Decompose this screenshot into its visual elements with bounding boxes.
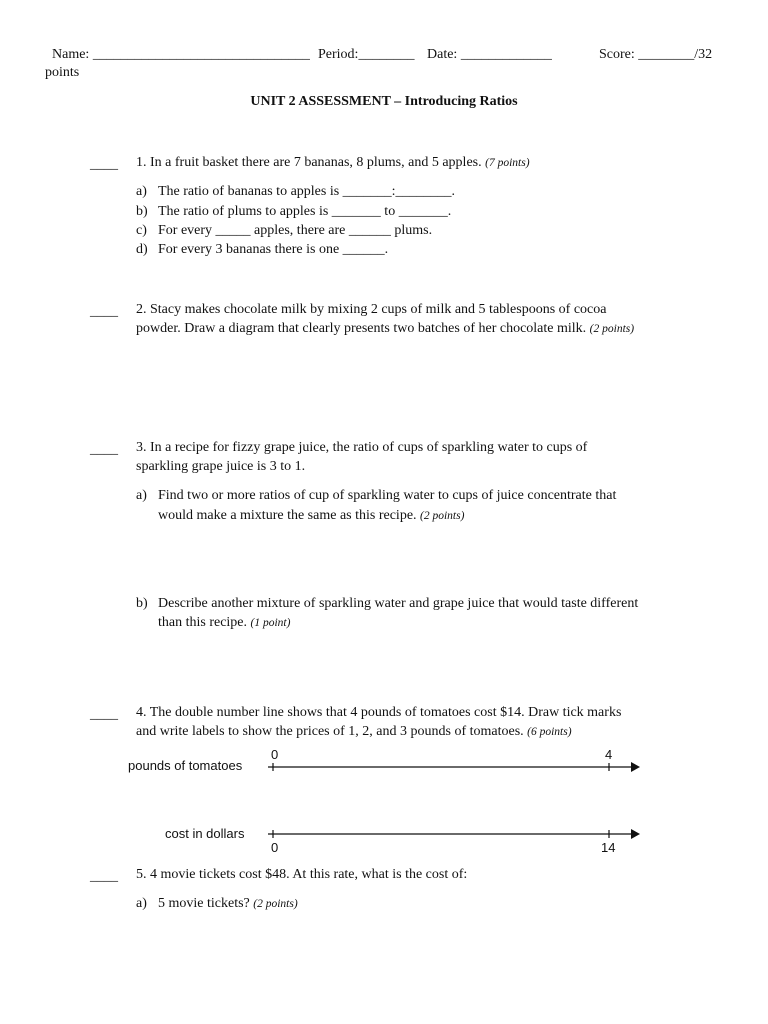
q5a-label: a) [136,896,147,911]
q1-item-b-text: The ratio of plums to apples is _______ to _______. [158,204,452,219]
bottom-axis-label: cost in dollars [165,826,245,841]
q3a-line-2-text: would make a mixture the same as this recipe. [158,508,417,523]
q1-item-c-text: For every _____ apples, there are ______ plums. [158,223,433,238]
points-label: points [45,65,80,80]
q4-line-2-text: and write labels to show the prices of 1, 2, and 3 pounds of tomatoes. [136,724,524,739]
page-title: UNIT 2 ASSESSMENT – Introducing Ratios [250,94,518,109]
name-field-label: Name: _______________________________ [52,47,310,62]
q1-text: 1. In a fruit basket there are 7 bananas, 8 plums, and 5 apples. [136,155,482,170]
top-axis-start-label: 0 [271,747,279,762]
top-axis-end-label: 4 [605,747,613,762]
q4-line-2 [136,722,572,742]
bottom-axis-end-label: 14 [601,840,616,855]
q1-item-a [136,182,455,201]
q5a [136,894,298,914]
q2-points: (2 points) [589,323,635,335]
q3-line-2: sparkling grape juice is 3 to 1. [136,459,306,474]
q5-score-blank: ____ [90,869,118,884]
q5-prompt: 5. 4 movie tickets cost $48. At this rate, what is the cost of: [136,867,468,882]
q3-line-1: 3. In a recipe for fizzy grape juice, the ratio of cups of sparkling water to cups of [136,440,588,455]
q2-line-1: 2. Stacy makes chocolate milk by mixing 2 cups of milk and 5 tablespoons of cocoa [136,302,607,317]
q3b-line-2-text: than this recipe. [158,615,248,630]
q3a-label: a) [136,488,147,503]
q3b-label: b) [136,596,148,611]
date-field-label: Date: _____________ [427,47,552,62]
q1-item-a-label: a) [136,184,147,199]
q4-score-blank: ____ [90,707,118,722]
top-axis-label: pounds of tomatoes [128,758,243,773]
q5a-points: (2 points) [253,898,298,910]
q1-item-b [136,202,451,221]
q1-score-blank: ____ [90,157,118,172]
q3b-line-1 [136,594,638,613]
q1-item-d [136,240,388,259]
q4-points: (6 points) [527,726,572,738]
bottom-number-line [265,825,645,843]
q4-line-1: 4. The double number line shows that 4 pounds of tomatoes cost $14. Draw tick marks [136,705,622,720]
q1-item-b-label: b) [136,204,148,219]
q2-line-2 [136,319,634,339]
q1-item-d-text: For every 3 bananas there is one ______. [158,242,389,257]
q3a-line-1 [136,486,616,505]
q2-score-blank: ____ [90,304,118,319]
q1-prompt [136,153,530,173]
q3b-line-1-text: Describe another mixture of sparkling water and grape juice that would taste different [158,596,639,611]
score-field-label: Score: ________/32 [599,47,713,62]
q1-points: (7 points) [485,157,530,169]
q1-item-d-label: d) [136,242,148,257]
q1-item-c [136,221,432,240]
bottom-axis-start-label: 0 [271,840,279,855]
q2-line-2-text: powder. Draw a diagram that clearly presents two batches of her chocolate milk. [136,321,587,336]
q3b-line-2 [158,613,290,633]
q3a-points: (2 points) [420,510,465,522]
period-field-label: Period:________ [318,47,415,62]
q3a-line-2 [158,506,464,526]
q3b-points: (1 point) [250,617,291,629]
top-number-line [265,758,645,776]
q1-item-c-label: c) [136,223,147,238]
q3-score-blank: ____ [90,442,118,457]
q1-item-a-text: The ratio of bananas to apples is _______:________. [158,184,456,199]
q5a-text: 5 movie tickets? [158,896,250,911]
q3a-line-1-text: Find two or more ratios of cup of sparkling water to cups of juice concentrate that [158,488,617,503]
